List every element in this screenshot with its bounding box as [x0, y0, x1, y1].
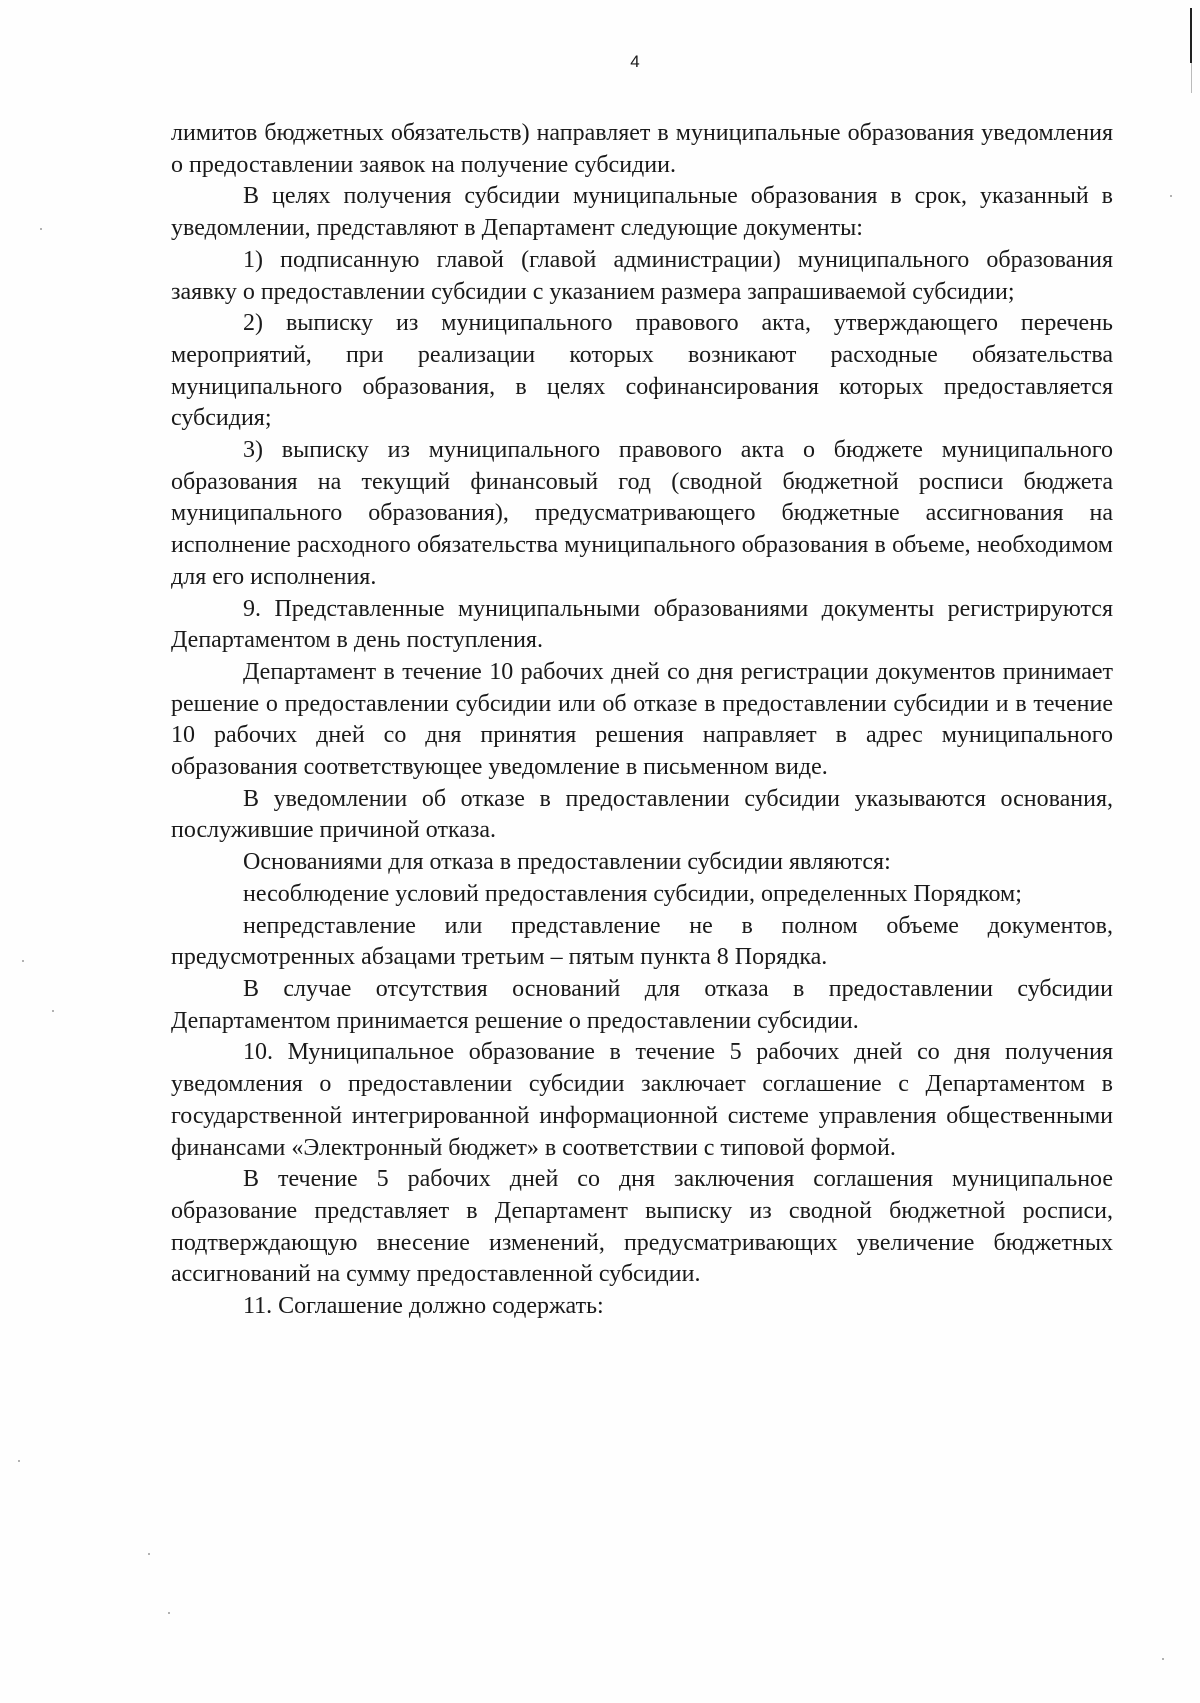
paragraph-item-3: 3) выписку из муниципального правового акта о бюджете муниципального образования на текущий финансовый год (сводной бюджетной росписи бюджета муниципального образования), предусматривающего бюджетные ассигнования на исполнение расходного обязательства муниципального образования в объеме, необходимом для его исполнения.	[171, 437, 1113, 590]
paragraph-budget-extract: В течение 5 рабочих дней со дня заключения соглашения муниципальное образование представляет в Департамент выписку из сводной бюджетной росписи, подтверждающую внесение изменений, предусматривающих увеличение бюджетных ассигнований на сумму предоставленной субсидии.	[171, 1166, 1113, 1288]
page-number: 4	[630, 52, 640, 71]
paragraph-ground-2: непредставление или представление не в полном объеме документов, предусмотренных абзацами третьим – пятым пункта 8 Порядка.	[171, 912, 1113, 971]
scan-speck	[40, 228, 42, 230]
scan-speck	[18, 1460, 20, 1462]
paragraph-budget-limits: лимитов бюджетных обязательств) направляет в муниципальные образования уведомления о предоставлении заявок на получение субсидии.	[171, 120, 1113, 178]
paragraph-ground-1: несоблюдение условий предоставления субсидии, определенных Порядком;	[243, 880, 1022, 907]
paragraph-clause-10: 10. Муниципальное образование в течение 5 рабочих дней со дня получения уведомления о предоставлении субсидии заключает соглашение с Департаментом в государственной интегрированной информационной системе управления общественными финансами «Электронный бюджет» в соответствии с типовой формой.	[171, 1039, 1113, 1161]
paragraph-clause-11: 11. Соглашение должно содержать:	[243, 1293, 604, 1320]
scan-speck	[1162, 1658, 1164, 1660]
paragraph-documents-intro: В целях получения субсидии муниципальные образования в срок, указанный в уведомлении, представляют в Департамент следующие документы:	[171, 183, 1113, 242]
scan-speck	[168, 1612, 170, 1614]
paragraph-item-1: 1) подписанную главой (главой администрации) муниципального образования заявку о предоставлении субсидии с указанием размера запрашиваемой субсидии;	[171, 246, 1113, 305]
scan-speck	[22, 960, 24, 962]
scan-speck	[52, 1010, 54, 1012]
paragraph-refusal-grounds: Основаниями для отказа в предоставлении субсидии являются:	[243, 849, 891, 876]
paragraph-no-grounds: В случае отсутствия оснований для отказа в предоставлении субсидии Департаментом принимается решение о предоставлении субсидии.	[171, 975, 1113, 1034]
paragraph-refusal-notice: В уведомлении об отказе в предоставлении субсидии указываются основания, послужившие причиной отказа.	[171, 785, 1113, 844]
paragraph-item-2: 2) выписку из муниципального правового акта, утверждающего перечень мероприятий, при реализации которых возникают расходные обязательства муниципального образования, в целях софинансирования которых предоставляется субсидия;	[171, 310, 1113, 432]
scan-speck	[148, 1553, 150, 1555]
scan-speck	[1170, 195, 1172, 197]
document-body	[171, 118, 1113, 1323]
paragraph-clause-9: 9. Представленные муниципальными образованиями документы регистрируются Департаментом в день поступления.	[171, 595, 1113, 654]
paragraph-decision: Департамент в течение 10 рабочих дней со дня регистрации документов принимает решение о предоставлении субсидии или об отказе в предоставлении субсидии и в течение 10 рабочих дней со дня принятия решения направляет в адрес муниципального образования соответствующее уведомление в письменном виде.	[171, 658, 1113, 781]
